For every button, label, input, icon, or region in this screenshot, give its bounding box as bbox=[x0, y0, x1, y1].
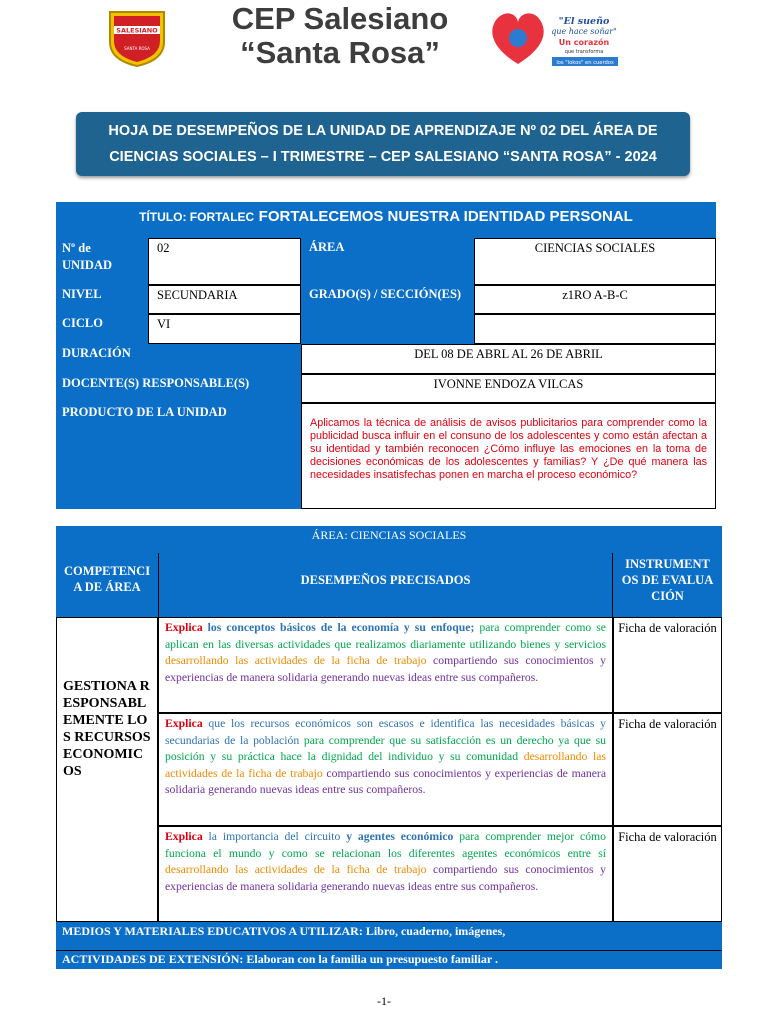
slogan-line5: los "lokos" en cuerdos bbox=[556, 60, 614, 66]
area-header-row bbox=[56, 526, 722, 553]
desempeno-row bbox=[158, 617, 613, 713]
desempeno-segment: compartiendo sus conocimientos y experiencias de manera solidaria generando nuevas ideas entre sus compañeros. bbox=[165, 766, 607, 796]
school-name-line1: CEP Salesiano bbox=[231, 1, 449, 36]
medios-value: Libro, cuaderno, imágenes, bbox=[362, 924, 506, 938]
extension-value: Elaboran con la familia un presupuesto familiar . bbox=[243, 952, 498, 966]
desempeno-segment: Explica bbox=[165, 830, 203, 843]
grado-value-empty bbox=[474, 314, 716, 344]
desempeno-segment: desarrollando las actividades de la ficha de trabajo bbox=[165, 654, 427, 667]
duracion-value: DEL 08 DE ABRL AL 26 DE ABRIL bbox=[301, 344, 716, 374]
crest-text: SALESIANO bbox=[116, 26, 158, 35]
extension-row bbox=[56, 950, 722, 969]
desempeno-segment: compartiendo sus conocimientos y experiencias de manera solidaria generando nuevas ideas entre sus compañeros. bbox=[165, 863, 606, 893]
instrument-cell: Ficha de valoración bbox=[613, 826, 722, 922]
extension-label: ACTIVIDADES DE EXTENSIÓN: bbox=[62, 952, 244, 966]
school-name bbox=[200, 2, 480, 70]
banner-line2: CIENCIAS SOCIALES – I TRIMESTRE – CEP SALESIANO “SANTA ROSA” - 2024 bbox=[109, 149, 657, 165]
instrument-cell: Ficha de valoración bbox=[613, 617, 722, 713]
document-title-banner bbox=[76, 112, 690, 176]
col-header-competencia: COMPETENCIA DE ÁREA bbox=[56, 553, 158, 617]
desempeno-segment: compartiendo sus conocimientos y experiencias de manera solidaria generando nuevas ideas entre sus compañeros. bbox=[165, 654, 606, 684]
medios-label: MEDIOS Y MATERIALES EDUCATIVOS A UTILIZAR: bbox=[62, 924, 363, 938]
n-unidad-value: 02 bbox=[148, 238, 301, 285]
area-label: ÁREA bbox=[301, 238, 474, 285]
desempeno-segment: y agentes económico bbox=[346, 830, 454, 843]
school-name-line2: “Santa Rosa” bbox=[240, 35, 440, 70]
docente-label: DOCENTE(S) RESPONSABLE(S) bbox=[56, 374, 301, 403]
grado-label: GRADO(S) / SECCIÓN(ES) bbox=[301, 285, 474, 314]
ciclo-value: VI bbox=[148, 314, 301, 344]
desempeno-segment: Explica bbox=[165, 621, 203, 634]
desempeno-segment: la importancia del circuito bbox=[202, 830, 347, 843]
producto-value: Aplicamos la técnica de análisis de avisos publicitarios para comprender como la publicidad busca influir en el consuno de los adolescentes y como están afectan a su identidad y también reconocen ¿Cómo influye las emociones en la toma de decisiones económicas de los adolescentes y familias? Y ¿De qué manera las necesidades insatisfechas ponen en marcha el proceso económico? bbox=[301, 403, 716, 509]
instrument-cell: Ficha de valoración bbox=[613, 713, 722, 826]
nivel-value: SECUNDARIA bbox=[148, 285, 301, 314]
slogan-line2: que hace soñar" bbox=[551, 27, 617, 36]
desempeno-segment: para comprender mejor cómo funciona el mundo y como se relacionan los diferentes agentes económicos entre sí bbox=[165, 830, 606, 860]
col-header-desempenos: DESEMPEÑOS PRECISADOS bbox=[158, 553, 613, 617]
col-header-instrumentos: INSTRUMENTOS DE EVALUACIÓN bbox=[613, 553, 722, 617]
page-number: -1- bbox=[377, 994, 391, 1008]
nivel-label: NIVEL bbox=[56, 285, 148, 314]
area-header: ÁREA: CIENCIAS SOCIALES bbox=[311, 528, 467, 542]
slogan-line4: que transforma bbox=[564, 49, 604, 55]
competencia-cell: GESTIONA RESPONSABLEMENTE LOS RECURSOS ECONOMICOS bbox=[56, 617, 158, 922]
desempeno-segment: desarrollando las actividades de la ficha de trabajo bbox=[165, 750, 607, 780]
desempeno-segment: los conceptos básicos de la economía y su enfoque; bbox=[202, 621, 475, 634]
ciclo-label: CICLO bbox=[56, 314, 148, 344]
slogan-line1: "El sueño bbox=[558, 16, 610, 27]
area-value: CIENCIAS SOCIALES bbox=[474, 238, 716, 285]
docente-value: IVONNE ENDOZA VILCAS bbox=[301, 374, 716, 403]
desempeno-segment: desarrollando las actividades de la ficha de trabajo bbox=[165, 863, 427, 876]
crest-subtext: SANTA ROSA bbox=[124, 46, 150, 51]
medios-row bbox=[56, 922, 722, 950]
slogan-line3: Un corazón bbox=[558, 38, 610, 47]
duracion-label: DURACIÓN bbox=[56, 344, 301, 374]
n-unidad-label: Nº de UNIDAD bbox=[56, 238, 148, 285]
unit-title-prefix: TÍTULO: FORTALEC bbox=[139, 210, 255, 224]
desempeno-row bbox=[158, 713, 613, 826]
desempeno-segment: que los recursos económicos son escasos e identifica las necesidades básicas y secundarias de la población bbox=[165, 717, 606, 747]
unit-title: FORTALECEMOS NUESTRA IDENTIDAD PERSONAL bbox=[258, 208, 633, 225]
slogan-heart-logo bbox=[488, 8, 628, 70]
desempeno-segment: Explica bbox=[165, 717, 203, 730]
desempeno-segment: para comprender que su satisfacción es un derecho ya que su posición y su práctica hace la dignidad del individuo y su comunidad bbox=[165, 733, 606, 763]
banner-line1: HOJA DE DESEMPEÑOS DE LA UNIDAD DE APRENDIZAJE Nº 02 DEL ÁREA DE bbox=[108, 123, 658, 139]
desempeno-segment: para comprender como se aplican en las diversas actividades que realizamos diariamente utilizando bienes y servicios bbox=[165, 621, 606, 651]
unit-title-row bbox=[56, 202, 716, 238]
producto-label: PRODUCTO DE LA UNIDAD bbox=[56, 403, 301, 509]
grado-value: z1RO A-B-C bbox=[474, 285, 716, 314]
desempeno-row bbox=[158, 826, 613, 922]
school-crest-logo bbox=[104, 8, 170, 68]
grado-label-extension bbox=[301, 314, 474, 344]
